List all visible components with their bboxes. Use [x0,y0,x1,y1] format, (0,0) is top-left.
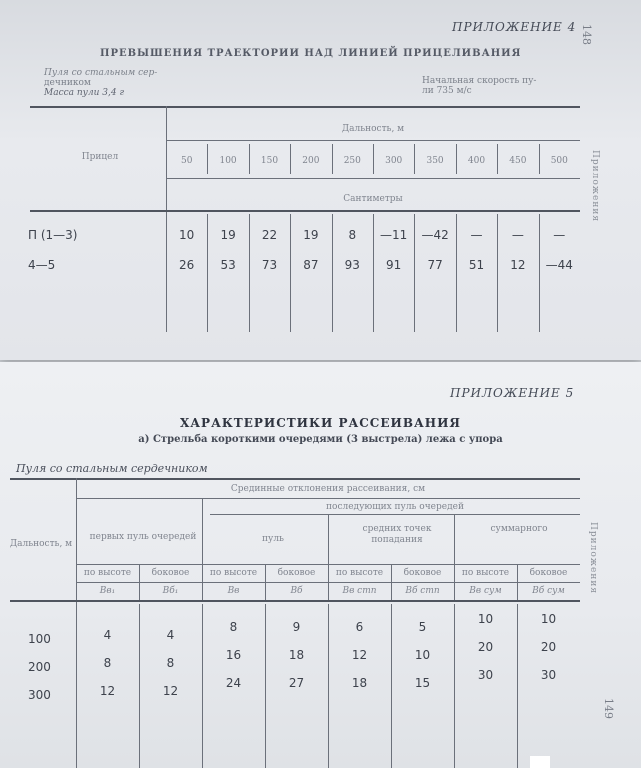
table-top-rule [10,478,580,480]
value-cell: — [470,228,483,242]
value-cell: 51 [468,258,485,272]
distance-header-cell: 200 [302,156,320,166]
value-cell: — [511,228,524,242]
subheader-label: по высоте [209,568,258,578]
page-number: 148 [580,24,593,45]
value-cell: 12 [351,648,368,662]
value-cell: 19 [220,228,236,242]
value-cell: 10 [540,612,557,626]
value-cell: 8 [348,228,357,242]
subheader-label: по высоте [83,568,132,578]
subheader-symbol: Вб [290,586,303,596]
distance-header-cell: 50 [180,156,193,166]
value-cell: 4 [103,628,112,642]
value-cell: 18 [288,648,305,662]
table-top-rule [30,106,580,108]
subheader-symbol: Вв₁ [99,586,116,596]
table-rule [166,178,580,179]
distance-header-cell: 450 [509,156,527,166]
page-appendix-4 [0,0,641,360]
value-cell: 19 [303,228,319,242]
bullet-type-line1: Пуля со стальным сер- [44,68,158,78]
table-rule [76,498,580,499]
subheader-symbol: Вб стп [405,586,440,596]
value-cell: 27 [288,676,305,690]
value-cell: 18 [351,676,368,690]
col-header-subsequent: последующих пуль очередей [326,502,464,512]
column-line [207,144,208,174]
value-cell: 15 [414,676,431,690]
side-label: Приложения [590,150,600,223]
column-line [497,144,498,174]
distance-header-cell: 500 [550,156,568,166]
page-number: 149 [602,698,615,719]
column-line [391,564,392,600]
column-line [456,144,457,174]
value-cell: 26 [179,258,195,272]
value-cell: 10 [179,228,195,242]
column-line [139,564,140,600]
col-header-mean-deviation: Срединные отклонения рассеивания, см [230,484,426,494]
value-cell: 22 [261,228,278,242]
value-cell: 12 [510,258,526,272]
value-cell: 8 [166,656,175,670]
value-cell: 4 [166,628,175,642]
column-line [265,564,266,600]
table-rule [166,140,580,141]
column-line [332,144,333,174]
paper-tab [530,756,550,768]
value-cell: 8 [103,656,112,670]
row-label: 300 [28,688,51,702]
row-label: 100 [28,632,51,646]
subheader-symbol: Вб сум [532,586,565,596]
subheader-label: по высоте [461,568,510,578]
table-header-rule [30,210,580,212]
value-cell: 30 [540,668,557,682]
col-header-mid-points: средних точек попадания [362,524,432,545]
subheader-symbol: Вв стп [342,586,377,596]
subheader-label: боковое [277,568,316,578]
subheader-label: по высоте [335,568,384,578]
table-header-rule [10,600,580,602]
value-cell: 10 [414,648,431,662]
page-title: ПРЕВЫШЕНИЯ ТРАЕКТОРИИ НАД ЛИНИЕЙ ПРИЦЕЛИВАНИЯ [100,48,522,59]
muzzle-speed-line1: Начальная скорость пу- [422,76,537,86]
distance-header-cell: 400 [467,156,486,166]
page-subtitle: а) Стрельба короткими очередями (3 выстрела) лежа с упора [138,434,503,445]
subheader-symbol: Вб₁ [162,586,179,596]
column-line [454,604,455,768]
value-cell: 8 [229,620,238,634]
page-appendix-5 [0,362,641,768]
value-cell: 12 [99,684,116,698]
value-cell: 20 [477,640,494,654]
value-cell: 24 [225,676,242,690]
muzzle-speed-line2: ли 735 м/с [422,86,472,96]
col-header-distance: Дальность, м [341,124,405,134]
value-cell: —44 [545,258,573,272]
distance-header-cell: 350 [426,156,444,166]
col-header-first-bullets: первых пуль очередей [89,532,197,542]
unit-row: Сантиметры [343,194,403,204]
value-cell: 20 [540,640,557,654]
value-cell: —42 [421,228,449,242]
value-cell: 16 [225,648,242,662]
subheader-label: боковое [403,568,442,578]
column-line [517,564,518,600]
column-line [249,144,250,174]
col-header-bullets: пуль [262,534,284,544]
distance-header-cell: 250 [343,156,361,166]
column-line [328,514,329,600]
value-cell: 53 [220,258,236,272]
appendix-label: ПРИЛОЖЕНИЕ 4 [452,20,577,34]
column-line [454,514,455,600]
value-cell: 87 [303,258,319,272]
subheader-label: боковое [151,568,190,578]
row-label: 4—5 [28,258,56,272]
value-cell: 10 [477,612,494,626]
bullet-mass: Масса пули 3,4 г [44,88,125,98]
row-label: 200 [28,660,51,674]
value-cell: —11 [380,228,408,242]
table-divider [76,478,77,768]
column-line [202,498,203,600]
page-title: ХАРАКТЕРИСТИКИ РАССЕИВАНИЯ [179,416,462,430]
col-header-distance: Дальность, м [9,539,73,549]
value-cell: 93 [344,258,360,272]
subheader-symbol: Вв [227,586,240,596]
col-header-total: суммарного [490,524,548,534]
distance-header-cell: 100 [219,156,237,166]
value-cell: 5 [418,620,427,634]
value-cell: 73 [261,258,278,272]
value-cell: 30 [477,668,494,682]
column-line [414,144,415,174]
distance-header-cell: 150 [260,156,279,166]
value-cell: — [553,228,566,242]
column-line [373,144,374,174]
col-header-sight: Прицел [81,152,119,162]
row-label: П (1—3) [28,228,78,242]
bullet-type-line2: дечником [44,78,91,88]
bullet-type: Пуля со стальным сердечником [16,462,208,475]
distance-header-cell: 300 [385,156,403,166]
value-cell: 77 [427,258,443,272]
subheader-symbol: Вв сум [469,586,502,596]
table-rule [210,514,580,515]
value-cell: 12 [162,684,179,698]
column-line [517,604,518,768]
appendix-label: ПРИЛОЖЕНИЕ 5 [450,386,575,400]
value-cell: 6 [355,620,364,634]
column-line [290,144,291,174]
value-cell: 91 [386,258,402,272]
side-label: Приложения [588,522,598,595]
subheader-label: боковое [529,568,568,578]
value-cell: 9 [292,620,301,634]
column-line [539,144,540,174]
